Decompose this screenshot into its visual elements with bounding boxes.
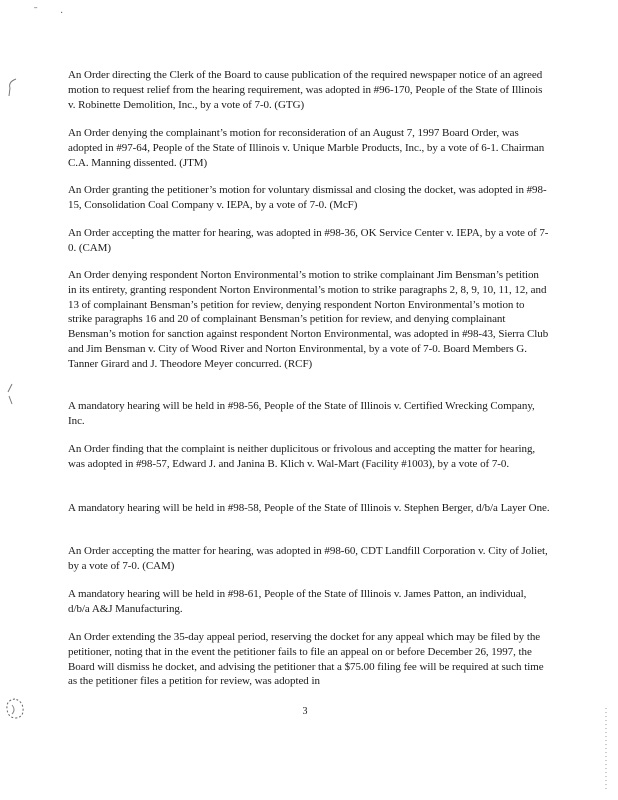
order-paragraph-98-57: An Order finding that the complaint is neither duplicitous or frivolous and accepting the matter for hearing, was adopted in #98-57, Edward J. and Janina B. Klich v. Wal-Mart (Facility #1003), by a vote of 7-0. <box>68 443 536 470</box>
order-paragraph-appeal-extension: An Order extending the 35-day appeal period, reserving the docket for any appeal which may be filed by the petitioner, noting that in the event the petitioner fails to file an appeal on or before December 26, 1997, the Board will dismiss he docket, and advising the petitioner that a $75.00 filing fee will be required at such time as the petitioner files a petition for review, was adopted in <box>68 631 544 688</box>
edge-scan-mark <box>600 706 612 796</box>
hearing-paragraph-98-56: A mandatory hearing will be held in #98-56, People of the State of Illinois v. Certified Wrecking Company, Inc. <box>68 400 535 427</box>
hearing-paragraph-98-58: A mandatory hearing will be held in #98-58, People of the State of Illinois v. Stephen Berger, d/b/a Layer One. <box>68 502 550 514</box>
scan-speck: · <box>60 8 64 19</box>
hearing-paragraph-98-61: A mandatory hearing will be held in #98-61, People of the State of Illinois v. James Patton, an individual, d/b/a A&J Manufacturing. <box>68 588 527 615</box>
order-paragraph-97-64: An Order denying the complainant’s motion for reconsideration of an August 7, 1997 Board Order, was adopted in #97-64, People of the State of Illinois v. Unique Marble Products, Inc., by a vote of 6-1. Chairman C.A. Manning dissented. (JTM) <box>68 127 545 169</box>
order-paragraph-98-43: An Order denying respondent Norton Environmental’s motion to strike complainant Jim Bensman’s petition in its entirety, granting respondent Norton Environmental’s motion to strike paragraphs 2, 8, 9, 10, 11, 12, and 13 of complainant Bensman’s petition for review, denying respondent Norton Environmental’s motion to strike paragraphs 16 and 20 of complainant Bensman’s petition for review, and denying complainant Bensman’s motion for sanction against respondent Norton Environmental, was adopted in #98-43, Sierra Club and Jim Bensman v. City of Wood River and Norton Environmental, by a vote of 7-0. Board Members G. Tanner Girard and J. Theodore Meyer concurred. (RCF) <box>68 269 549 370</box>
margin-scan-mark <box>4 382 16 408</box>
margin-scan-mark <box>4 76 18 98</box>
order-paragraph-98-15: An Order granting the petitioner’s motion for voluntary dismissal and closing the docket, was adopted in #98-15, Consolidation Coal Company v. IEPA, by a vote of 7-0. (McF) <box>68 184 547 211</box>
order-paragraph-96-170: An Order directing the Clerk of the Board to cause publication of the required newspaper notice of an agreed motion to request relief from the hearing requirement, was adopted in #96-170, People of the State of Illinois v. Robinette Demolition, Inc., by a vote of 7-0. (GTG) <box>68 69 543 111</box>
page-number: 3 <box>302 706 308 717</box>
order-paragraph-98-60: An Order accepting the matter for hearing, was adopted in #98-60, CDT Landfill Corporation v. City of Joliet, by a vote of 7-0. (CAM) <box>68 545 548 572</box>
scan-speck: ˉ <box>34 6 38 17</box>
punch-hole-mark <box>2 696 28 722</box>
order-paragraph-98-36: An Order accepting the matter for hearing, was adopted in #98-36, OK Service Center v. IEPA, by a vote of 7-0. (CAM) <box>68 227 549 254</box>
